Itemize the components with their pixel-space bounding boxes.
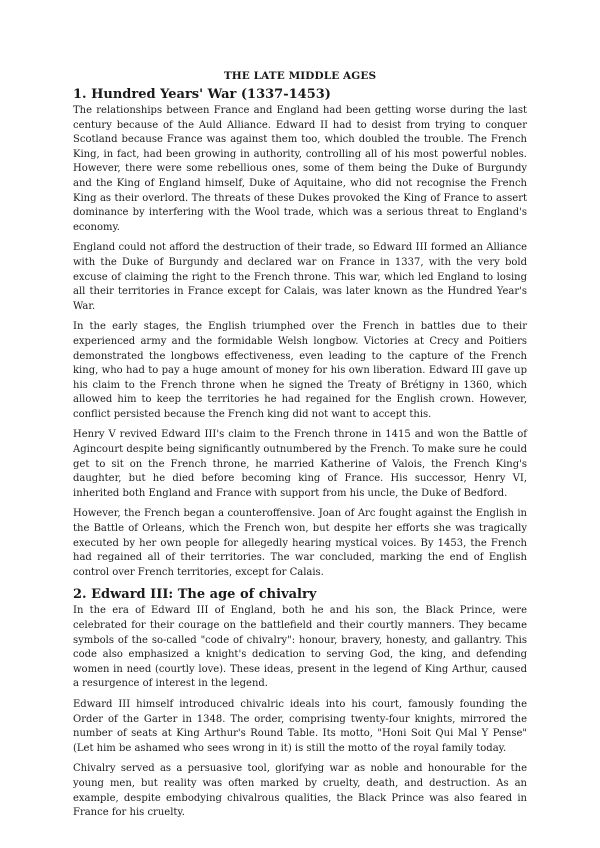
paragraph: The relationships between France and England had been getting worse during the last century because of the Auld Alliance. Edward II had to desist from trying to conquer Scotland because France was against them too, which doubled the trouble. The French King, in fact, had been growing in authority, controlling all of his most powerful nobles. However, there were some rebellious ones, some of them being the Duke of Burgundy and the King of England himself, Duke of Aquitaine, who did not recognise the French King as their overlord. The threats of these Dukes provoked the King of France to assert dominance by interfering with the Wool trade, which was a serious threat to England's economy. (73, 105, 527, 233)
section-heading-hundred-years-war: 1. Hundred Years' War (1337-1453) (73, 87, 331, 102)
paragraph: England could not afford the destruction of their trade, so Edward III formed an Alliance with the Duke of Burgundy and declared war on France in 1337, with the very bold excuse of claiming the right to the French throne. This war, which led England to losing all their territories in France except for Calais, was later known as the Hundred Year's War. (73, 242, 527, 312)
paragraph: In the era of Edward III of England, both he and his son, the Black Prince, were celebrated for their courage on the battlefield and their courtly manners. They became symbols of the so-called "code of chivalry": honour, bravery, honesty, and gallantry. This code also emphasized a knight's dedication to serving God, the king, and defending women in need (courtly love). These ideas, present in the legend of King Arthur, caused a resurgence of interest in the legend. (73, 605, 527, 690)
document-title: THE LATE MIDDLE AGES (223, 70, 377, 82)
paragraph: Henry V revived Edward III's claim to the French throne in 1415 and won the Battle of Agincourt despite being significantly outnumbered by the French. To make sure he could get to sit on the French throne, he married Katherine of Valois, the French King's daughter, but he died before becoming king of France. His successor, Henry VI, inherited both England and France with support from his uncle, the Duke of Bedford. (73, 429, 527, 499)
paragraph: In the early stages, the English triumphed over the French in battles due to their experienced army and the formidable Welsh longbow. Victories at Crecy and Poitiers demonstrated the longbows effectiveness, even leading to the capture of the French king, who had to pay a huge amount of money for his own liberation. Edward III gave up his claim to the French throne when he signed the Treaty of Brétigny in 1360, which allowed him to keep the territories he had regained for the English crown. However, conflict persisted because the French king did not want to accept this. (73, 321, 527, 420)
paragraph: However, the French began a counteroffensive. Joan of Arc fought against the English in the Battle of Orleans, which the French won, but despite her efforts she was tragically executed by her own people for allegedly hearing mystical voices. By 1453, the French had regained all of their territories. The war concluded, marking the end of English control over French territories, except for Calais. (73, 508, 527, 578)
document-page (73, 70, 527, 827)
paragraph: Chivalry served as a persuasive tool, glorifying war as noble and honourable for the young men, but reality was often marked by cruelty, death, and destruction. As an example, despite embodying chivalrous qualities, the Black Prince was also feared in France for his cruelty. (73, 763, 527, 819)
section-heading-age-of-chivalry: 2. Edward III: The age of chivalry (73, 587, 317, 603)
paragraph: Edward III himself introduced chivalric ideals into his court, famously founding the Order of the Garter in 1348. The order, comprising twenty-four knights, mirrored the number of seats at King Arthur's Round Table. Its motto, "Honi Soit Qui Mal Y Pense" (Let him be ashamed who sees wrong in it) is still the motto of the royal family today. (73, 698, 527, 754)
